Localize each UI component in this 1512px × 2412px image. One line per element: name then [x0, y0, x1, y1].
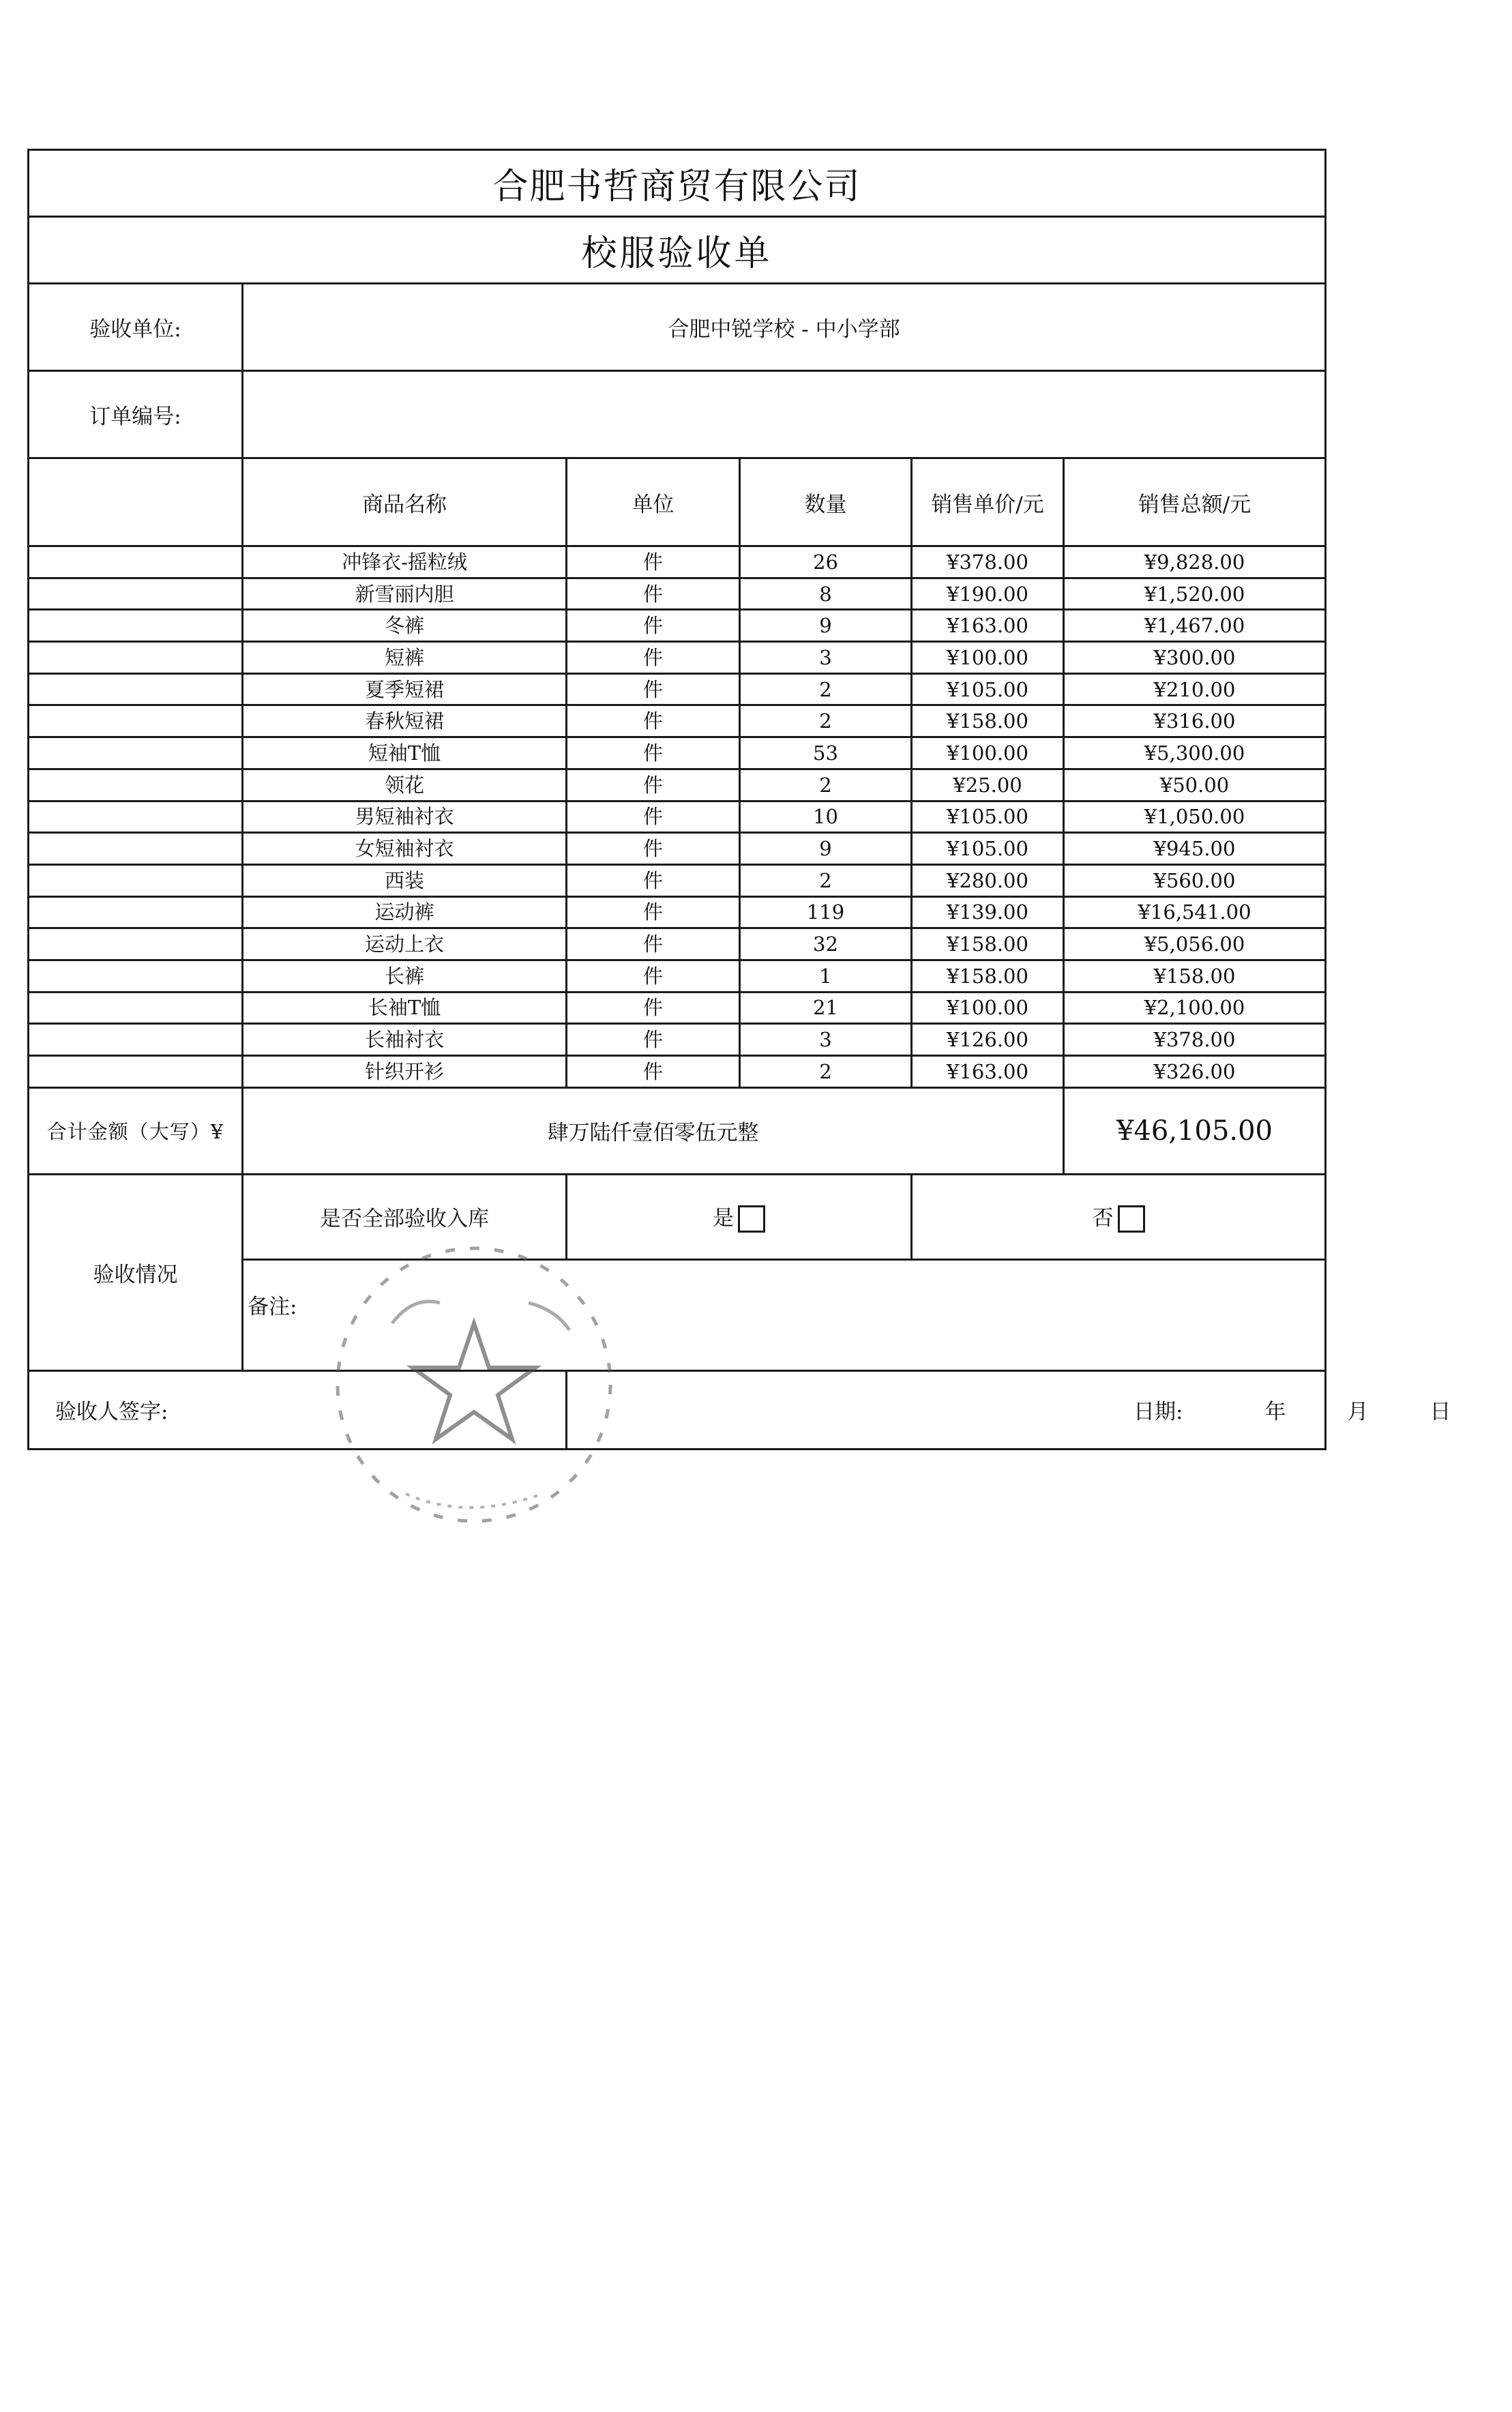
item-name-cell: 冬裤 — [243, 610, 567, 642]
header-total-price: 销售总额/元 — [1064, 458, 1326, 546]
signature-label: 验收人签字: — [55, 1400, 168, 1425]
row-blank-cell — [29, 673, 243, 705]
item-price-cell: ¥158.00 — [912, 960, 1064, 992]
item-total-cell: ¥1,467.00 — [1064, 610, 1326, 642]
item-quantity-cell: 1 — [740, 960, 912, 992]
item-total-cell: ¥16,541.00 — [1064, 896, 1326, 928]
item-quantity-cell: 8 — [740, 578, 912, 610]
table-row — [29, 960, 1326, 992]
row-blank-cell — [29, 610, 243, 642]
item-name-cell: 西装 — [243, 864, 567, 896]
row-blank-cell — [29, 737, 243, 769]
row-blank-cell — [29, 1024, 243, 1056]
row-blank-cell — [29, 896, 243, 928]
item-price-cell: ¥163.00 — [912, 1056, 1064, 1088]
item-total-cell: ¥326.00 — [1064, 1056, 1326, 1088]
item-unit-cell: 件 — [567, 864, 740, 896]
date-label: 日期: — [1133, 1400, 1183, 1425]
item-unit-cell: 件 — [567, 1024, 740, 1056]
item-name-cell: 春秋短裙 — [243, 705, 567, 737]
item-total-cell: ¥1,050.00 — [1064, 801, 1326, 833]
table-row — [29, 578, 1326, 610]
receiving-unit-label: 验收单位: — [29, 284, 243, 371]
item-quantity-cell: 32 — [740, 928, 912, 960]
table-row — [29, 737, 1326, 769]
item-name-cell: 新雪丽内胆 — [243, 578, 567, 610]
items-body — [29, 546, 1326, 1088]
row-blank-cell — [29, 960, 243, 992]
item-total-cell: ¥158.00 — [1064, 960, 1326, 992]
item-name-cell: 短裤 — [243, 642, 567, 674]
table-row — [29, 833, 1326, 865]
item-quantity-cell: 21 — [740, 992, 912, 1024]
item-price-cell: ¥100.00 — [912, 642, 1064, 674]
row-blank-cell — [29, 705, 243, 737]
item-total-cell: ¥378.00 — [1064, 1024, 1326, 1056]
item-name-cell: 男短袖衬衣 — [243, 801, 567, 833]
table-row — [29, 896, 1326, 928]
item-quantity-cell: 26 — [740, 546, 912, 578]
table-row — [29, 864, 1326, 896]
receiving-unit-value: 合肥中锐学校 - 中小学部 — [243, 284, 1326, 371]
item-name-cell: 夏季短裙 — [243, 673, 567, 705]
table-row — [29, 769, 1326, 801]
item-unit-cell: 件 — [567, 1056, 740, 1088]
item-unit-cell: 件 — [567, 705, 740, 737]
row-blank-cell — [29, 864, 243, 896]
form-title: 校服验收单 — [29, 217, 1326, 284]
acceptance-check-row — [29, 1174, 1326, 1259]
item-quantity-cell: 53 — [740, 737, 912, 769]
order-number-value — [243, 371, 1326, 458]
table-row — [29, 705, 1326, 737]
summary-amount-in-words: 肆万陆仟壹佰零伍元整 — [243, 1087, 1064, 1174]
item-name-cell: 冲锋衣-摇粒绒 — [243, 546, 567, 578]
item-unit-cell: 件 — [567, 642, 740, 674]
item-unit-cell: 件 — [567, 578, 740, 610]
item-price-cell: ¥163.00 — [912, 610, 1064, 642]
date-field[interactable] — [567, 1370, 1451, 1449]
header-unit-price: 销售单价/元 — [912, 458, 1064, 546]
item-price-cell: ¥190.00 — [912, 578, 1064, 610]
item-price-cell: ¥158.00 — [912, 928, 1064, 960]
summary-total: ¥46,105.00 — [1064, 1087, 1326, 1174]
table-row — [29, 546, 1326, 578]
company-name: 合肥书哲商贸有限公司 — [29, 150, 1326, 217]
date-year: 年 — [1264, 1400, 1286, 1425]
item-total-cell: ¥300.00 — [1064, 642, 1326, 674]
row-blank-cell — [29, 1056, 243, 1088]
item-quantity-cell: 2 — [740, 864, 912, 896]
item-price-cell: ¥139.00 — [912, 896, 1064, 928]
item-price-cell: ¥100.00 — [912, 737, 1064, 769]
company-seal-stamp — [310, 1221, 638, 1548]
item-total-cell: ¥5,056.00 — [1064, 928, 1326, 960]
item-name-cell: 运动裤 — [243, 896, 567, 928]
acceptance-question: 是否全部验收入库 — [243, 1174, 567, 1259]
date-month: 月 — [1347, 1400, 1369, 1425]
item-total-cell: ¥1,520.00 — [1064, 578, 1326, 610]
item-total-cell: ¥316.00 — [1064, 705, 1326, 737]
no-option[interactable] — [912, 1174, 1326, 1259]
table-row — [29, 992, 1326, 1024]
header-blank — [29, 458, 243, 546]
table-row — [29, 1056, 1326, 1088]
item-price-cell: ¥280.00 — [912, 864, 1064, 896]
item-quantity-cell: 3 — [740, 642, 912, 674]
acceptance-label: 验收情况 — [29, 1174, 243, 1370]
item-unit-cell: 件 — [567, 801, 740, 833]
table-row — [29, 928, 1326, 960]
item-price-cell: ¥100.00 — [912, 992, 1064, 1024]
item-unit-cell: 件 — [567, 833, 740, 865]
item-quantity-cell: 3 — [740, 1024, 912, 1056]
table-row — [29, 610, 1326, 642]
item-price-cell: ¥105.00 — [912, 673, 1064, 705]
item-quantity-cell: 2 — [740, 673, 912, 705]
header-item-name: 商品名称 — [243, 458, 567, 546]
item-name-cell: 领花 — [243, 769, 567, 801]
order-number-label: 订单编号: — [29, 371, 243, 458]
item-quantity-cell: 9 — [740, 610, 912, 642]
row-blank-cell — [29, 769, 243, 801]
row-blank-cell — [29, 642, 243, 674]
item-name-cell: 短袖T恤 — [243, 737, 567, 769]
item-unit-cell: 件 — [567, 928, 740, 960]
table-row — [29, 801, 1326, 833]
item-price-cell: ¥105.00 — [912, 833, 1064, 865]
item-unit-cell: 件 — [567, 960, 740, 992]
item-unit-cell: 件 — [567, 610, 740, 642]
item-price-cell: ¥126.00 — [912, 1024, 1064, 1056]
item-unit-cell: 件 — [567, 737, 740, 769]
table-row — [29, 642, 1326, 674]
date-day: 日 — [1429, 1400, 1451, 1425]
row-blank-cell — [29, 801, 243, 833]
item-quantity-cell: 119 — [740, 896, 912, 928]
item-price-cell: ¥158.00 — [912, 705, 1064, 737]
yes-label: 是 — [713, 1205, 734, 1231]
item-total-cell: ¥210.00 — [1064, 673, 1326, 705]
item-name-cell: 针织开衫 — [243, 1056, 567, 1088]
no-label: 否 — [1092, 1205, 1114, 1231]
row-blank-cell — [29, 578, 243, 610]
item-unit-cell: 件 — [567, 546, 740, 578]
row-blank-cell — [29, 546, 243, 578]
item-total-cell: ¥50.00 — [1064, 769, 1326, 801]
item-quantity-cell: 2 — [740, 1056, 912, 1088]
table-row — [29, 1024, 1326, 1056]
item-price-cell: ¥378.00 — [912, 546, 1064, 578]
item-unit-cell: 件 — [567, 896, 740, 928]
item-name-cell: 长袖衬衣 — [243, 1024, 567, 1056]
item-total-cell: ¥2,100.00 — [1064, 992, 1326, 1024]
item-name-cell: 长裤 — [243, 960, 567, 992]
no-checkbox[interactable] — [1118, 1205, 1145, 1233]
row-blank-cell — [29, 928, 243, 960]
remarks-label: 备注: — [248, 1294, 297, 1319]
item-quantity-cell: 2 — [740, 769, 912, 801]
header-quantity: 数量 — [740, 458, 912, 546]
table-row — [29, 673, 1326, 705]
row-blank-cell — [29, 833, 243, 865]
acceptance-form-table — [27, 149, 1451, 1450]
row-blank-cell — [29, 992, 243, 1024]
table-header-row — [29, 458, 1326, 546]
item-unit-cell: 件 — [567, 769, 740, 801]
item-total-cell: ¥9,828.00 — [1064, 546, 1326, 578]
summary-row — [29, 1087, 1326, 1174]
signature-row — [29, 1370, 1326, 1449]
item-total-cell: ¥560.00 — [1064, 864, 1326, 896]
item-quantity-cell: 2 — [740, 705, 912, 737]
item-price-cell: ¥105.00 — [912, 801, 1064, 833]
header-unit: 单位 — [567, 458, 740, 546]
item-quantity-cell: 10 — [740, 801, 912, 833]
item-unit-cell: 件 — [567, 992, 740, 1024]
item-name-cell: 运动上衣 — [243, 928, 567, 960]
item-name-cell: 长袖T恤 — [243, 992, 567, 1024]
item-quantity-cell: 9 — [740, 833, 912, 865]
summary-label: 合计金额（大写）¥ — [29, 1087, 243, 1174]
item-total-cell: ¥945.00 — [1064, 833, 1326, 865]
item-unit-cell: 件 — [567, 673, 740, 705]
item-price-cell: ¥25.00 — [912, 769, 1064, 801]
item-total-cell: ¥5,300.00 — [1064, 737, 1326, 769]
yes-checkbox[interactable] — [738, 1205, 765, 1233]
item-name-cell: 女短袖衬衣 — [243, 833, 567, 865]
